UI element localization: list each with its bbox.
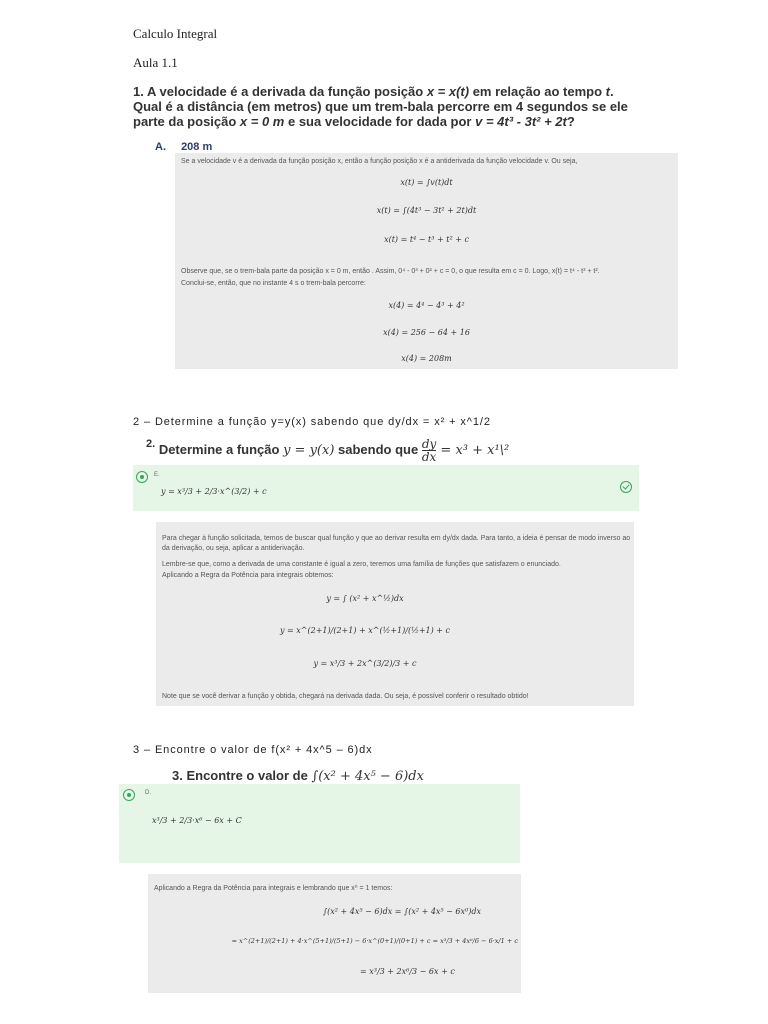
equation-2: = x^(2+1)/(2+1) + 4·x^(5+1)/(5+1) − 6·x^(0+1)/(0+1) + c = x³/3 + 4x⁶/6 − 6·x/1 + c [231,937,518,945]
solution-paragraph-2: Lembre-se que, como a derivada de uma constante é igual a zero, teremos uma família de funções que satisfazem o enunciado. [162,561,561,568]
solution-observation: Observe que, se o trem-bala parte da posição x = 0 m, então . Assim, 0⁴ - 0³ + 0² + c = 0, o que resulta em c = 0. Logo, x(t) = t⁴ - t³ + t². [181,268,600,275]
equation-4: x(4) = 4⁴ − 4³ + 4² [388,301,465,310]
equation-6: x(4) = 208m [401,354,452,363]
equation-1: x(t) = ∫v(t)dt [400,178,453,187]
solution-paragraph-3: Aplicando a Regra da Potência para integrais obtemos: [162,572,334,579]
question-3-solution-panel [148,874,521,993]
equation-3: x(t) = t⁴ − t³ + t² + c [384,235,469,244]
heading-text: 3. Encontre o valor de [172,768,312,783]
question-3-line: 3 – Encontre o valor de f(x² + 4x^5 – 6)dx [133,744,373,756]
heading-math-2: = x³ + x¹\² [436,442,510,458]
lesson-label: Aula 1.1 [133,55,178,70]
var-t: t [605,84,610,99]
option-formula: x³/3 + 2/3·x⁶ − 6x + C [152,816,242,825]
question-1-text-part: . Qual é a distância (em metros) que um trem-bala percorre em 4 segundos se ele parte da posição [133,84,628,129]
heading-fraction [422,438,436,463]
question-3-heading [172,768,424,784]
var-x0: x = 0 m [239,114,285,129]
option-letter: D. [145,790,151,796]
question-1-text-part: em relação ao tempo [469,84,606,99]
option-formula: y = x³/3 + 2/3·x^(3/2) + c [161,487,267,496]
var-x: x = x(t) [426,84,470,99]
question-2-line: 2 – Determine a função y=y(x) sabendo que dy/dx = x² + x^1/2 [133,416,491,428]
question-1-answer [155,141,212,153]
answer-letter: A. [155,141,166,153]
question-1-text-part: A velocidade é a derivada da função posição [146,84,427,99]
equation-3: = x³/3 + 2x⁶/3 − 6x + c [360,967,455,976]
equation-3: y = x³/3 + 2x^(3/2)/3 + c [313,659,417,668]
question-2-number: 2. [146,438,156,450]
equation-1: y = ∫ (x² + x^½)dx [326,594,404,603]
question-3-correct-option[interactable] [119,784,520,863]
answer-value: 208 m [181,141,213,153]
question-2-solution-panel [156,522,634,706]
radio-selected-icon[interactable] [136,471,148,483]
heading-text: sabendo que [334,441,422,457]
solution-intro: Aplicando a Regra da Potência para integrais e lembrando que x⁰ = 1 temos: [154,885,393,892]
question-1-text [133,84,643,129]
var-v: v = 4t³ - 3t² + 2t [475,114,567,129]
question-1-text-part: e sua velocidade for dada por [284,114,476,129]
solution-intro: Se a velocidade v é a derivada da função posição x, então a função posição x é a antiderivada da função velocidade v. Ou seja, [181,158,578,165]
equation-2: y = x^(2+1)/(2+1) + x^(½+1)/(½+1) + c [279,626,450,635]
fraction-denominator: dx [421,450,437,464]
document-title: Calculo Integral [133,26,218,41]
heading-text: Determine a função [158,441,284,457]
check-circle-icon [620,481,632,493]
equation-2: x(t) = ∫(4t³ − 3t² + 2t)dt [376,206,477,215]
question-1-text-part: ? [566,114,575,129]
question-2-correct-option[interactable] [133,465,639,511]
question-1-solution-panel [175,153,678,369]
solution-note: Note que se você derivar a função y obtida, chegará na derivada dada. Ou seja, é possível conferir o resultado obtido! [162,693,529,700]
fraction-numerator: dy [421,437,437,451]
solution-conclusion: Conclui-se, então, que no instante 4 s o trem-bala percorre: [181,280,366,287]
solution-paragraph-1: Para chegar à função solicitada, temos de buscar qual função y que ao derivar resulta em dy/dx dada. Para tanto, a ideia é pensar de modo inverso ao da derivação, ou seja, aplicar a antiderivação. [162,535,631,552]
equation-1: ∫(x² + 4x⁵ − 6)dx = ∫(x² + 4x⁵ − 6x⁰)dx [323,907,481,916]
heading-math: ∫(x² + 4x⁵ − 6)dx [311,769,424,784]
heading-math: y = y(x) [283,442,335,458]
equation-5: x(4) = 256 − 64 + 16 [383,328,470,337]
question-2-heading [146,438,509,463]
option-letter: E. [154,472,160,478]
question-1-number: 1. [133,84,144,99]
radio-selected-icon[interactable] [123,789,135,801]
